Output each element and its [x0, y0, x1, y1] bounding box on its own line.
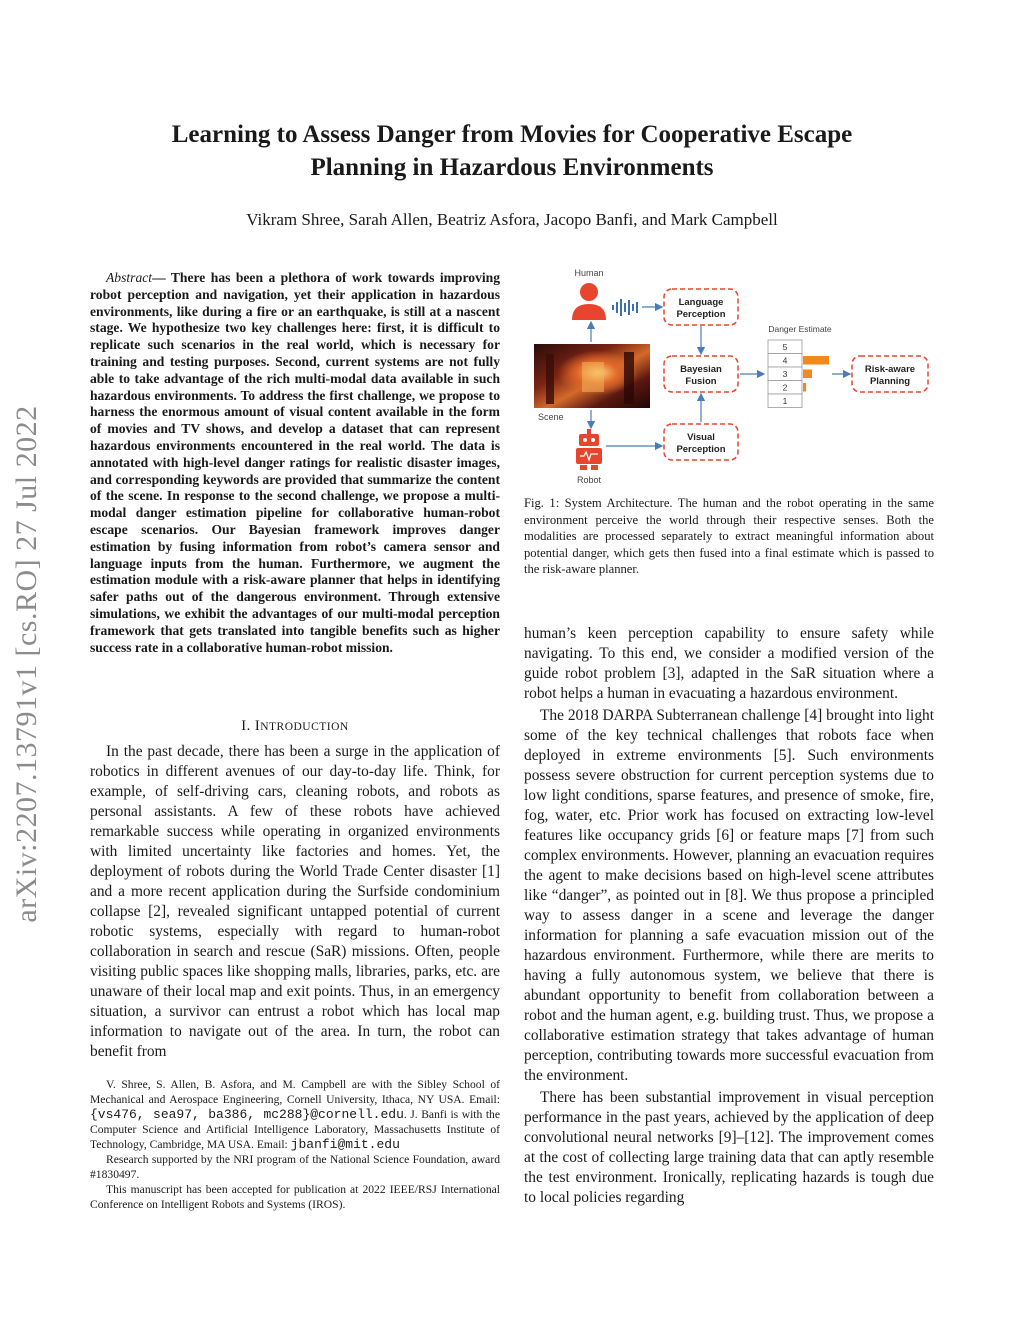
human-label: Human [574, 268, 604, 278]
footnote-funding: Research supported by the NRI program of the National Science Foundation, award #1830497. [90, 1153, 500, 1181]
title-line-1: Learning to Assess Danger from Movies for Cooperative Escape [171, 121, 853, 148]
bayesian-fusion-line-1: Bayesian [680, 364, 722, 375]
risk-aware-line-1: Risk-aware [864, 364, 916, 375]
right-paragraph-2: The 2018 DARPA Subterranean challenge [4] brought into light some of the key technical challenges that robots face when deployed in extreme environments [5]. Such environments possess severe obstruction for current perception systems due to low light conditions, sparse features, and presence of smoke, fire, fog, water, etc. Prior work has focused on extracting low-level features like occupancy grids [6] or feature maps [7] from such complex environments. However, planning an evacuation requires the agent to make decisions based on high-level scene attributes like “danger”, as pointed out in [8]. We thus propose a principled way to assess danger in a scene and leverage the danger information for planning a safe evacuation mission out of the hazardous environment. Furthermore, while there are merits to having a fully autonomous system, we believe that there is abundant opportunity to benefit from collaboration between a robot and the human agent, e.g. building trust. Thus, we propose a collaborative estimation strategy that takes advantage of human perception, contributing towards more successful evacuation from the environment. [524, 707, 934, 1084]
audio-wave-icon [612, 299, 638, 316]
language-perception-line-1: Language [678, 297, 724, 308]
footnote-affil-text: V. Shree, S. Allen, B. Asfora, and M. Campbell are with the Sibley School of Mechanical and Aerospace Engineering, Cornell University, Ithaca, NY USA. Email: [90, 1078, 500, 1106]
robot-icon [576, 429, 602, 470]
intro-paragraph-1: In the past decade, there has been a surge in the application of robotics in different avenues of our day-to-day life. Think, for example, of self-driving cars, cleaning robots, and robots as personal assistants. A few of these robots have achieved remarkable success while operating in organized environments with limited uncertainty like factories and homes. Yet, the deployment of robots during the World Trade Center disaster [1] and a more recent application during the Surfside condominium collapse [2], revealed significant untapped potential of current robotic systems, especially with regard to human-robot collaboration in search and rescue (SaR) missions. Often, people visiting public spaces like shopping malls, libraries, parks, etc. are unaware of their local map and exit points. Thus, in an emergency situation, a survivor can entrust a robot which has local map information to navigate out of the area. In turn, the robot can benefit from [90, 743, 500, 1060]
cornell-emails[interactable]: {vs476, sea97, ba386, mc288}@cornell.edu [90, 1107, 404, 1122]
danger-level-label-2: 2 [782, 382, 788, 393]
section-heading-introduction [90, 718, 500, 735]
footnote-affiliations [90, 1077, 500, 1152]
arxiv-watermark: arXiv:2207.13791v1 [cs.RO] 27 Jul 2022 [10, 405, 43, 923]
scene-label: Scene [538, 412, 564, 422]
section-title-initial: I [254, 718, 261, 734]
danger-level-label-3: 3 [782, 369, 788, 379]
danger-bar-4 [803, 356, 829, 365]
visual-perception-line-1: Visual [687, 432, 715, 443]
footnote-affil-text-2: . J. Banfi is with the Computer Science and Artificial Intelligence Laboratory, Massachusetts Institute of Technology, Cambridge, MA USA. Email: [90, 1108, 500, 1151]
danger-level-label-4: 4 [782, 355, 788, 366]
intro-text-left [90, 742, 500, 1062]
right-paragraph-3: There has been substantial improvement in visual perception performance in the past years, achieved by the application of deep convolutional neural networks [9]–[12]. The improvement comes at the cost of collecting large training data that can aptly resemble the test environment. Ironically, replicating hazards is tough due to local policies regarding [524, 1089, 934, 1206]
abstract-dash: — [152, 270, 171, 285]
language-perception-line-2: Perception [676, 309, 726, 320]
danger-estimate-table [768, 340, 829, 408]
abstract-label: Abstract [106, 270, 153, 285]
bayesian-fusion-box [664, 356, 738, 392]
section-number: I. [241, 718, 251, 734]
danger-estimate-label: Danger Estimate [768, 324, 832, 334]
intro-text-right [524, 624, 934, 1210]
human-icon [572, 283, 606, 320]
risk-aware-planning-box [852, 356, 928, 392]
robot-label: Robot [576, 475, 602, 485]
bayesian-fusion-line-2: Fusion [685, 376, 717, 387]
risk-aware-line-2: Planning [869, 376, 911, 387]
scene-image [534, 344, 650, 408]
visual-perception-line-2: Perception [676, 444, 726, 455]
title-line-2: Planning in Hazardous Environments [310, 154, 714, 181]
danger-level-label-5: 5 [782, 342, 788, 352]
system-architecture-figure [524, 262, 934, 488]
language-perception-box [664, 289, 738, 325]
figure-caption: Fig. 1: System Architecture. The human and the robot operating in the same environment perceive the world through their respective senses. Both the modalities are processed separately to extract meaningful information about potential danger, which gets then fused into a final estimate which is passed to the risk-aware planner. [524, 496, 934, 577]
visual-perception-box [664, 424, 738, 460]
paper-title [90, 118, 934, 184]
right-paragraph-1: human’s keen perception capability to ensure safety while navigating. To this end, we consider a modified version of the guide robot problem [3], adapted in the SaR situation where a robot helps a human in evacuating a hazardous environment. [524, 625, 934, 702]
mit-email[interactable]: jbanfi@mit.edu [290, 1137, 400, 1152]
section-title-rest: NTRODUCTION [260, 721, 349, 733]
footnotes [90, 1077, 500, 1212]
danger-level-label-1: 1 [782, 396, 788, 406]
danger-bar-3 [803, 370, 812, 379]
author-list: Vikram Shree, Sarah Allen, Beatriz Asfora, Jacopo Banfi, and Mark Campbell [246, 210, 778, 229]
abstract [90, 270, 500, 656]
danger-bar-2 [803, 383, 806, 392]
footnote-publication: This manuscript has been accepted for publication at 2022 IEEE/RSJ International Conference on Intelligent Robots and Systems (IROS). [90, 1183, 500, 1211]
abstract-text: There has been a plethora of work towards improving robot perception and navigation, yet their application in hazardous environments, like during a fire or an earthquake, is still at a nascent stage. We hypothesize two key challenges here: first, it is difficult to replicate such scenarios in the real world, which is necessary for training and testing purposes. Second, current systems are not fully able to take advantage of the rich multi-modal data available in such hazardous environments. To address the first challenge, we propose to harness the enormous amount of visual content available in the form of movies and TV shows, and develop a dataset that can represent hazardous environments encountered in the real world. The data is annotated with high-level danger ratings for realistic disaster images, and corresponding keywords are provided that summarize the content of the scene. In response to the second challenge, we propose a multi-modal danger estimation pipeline for collaborative human-robot escape scenarios. Our Bayesian framework improves danger estimation by fusing information from robot’s camera sensor and language inputs from the human. Furthermore, we augment the estimation module with a risk-aware planner that helps in identifying safer paths out of the dangerous environment. Through extensive simulations, we exhibit the advantages of our multi-modal perception framework that gets translated into tangible benefits such as higher success rate in a collaborative human-robot mission. [90, 270, 500, 655]
